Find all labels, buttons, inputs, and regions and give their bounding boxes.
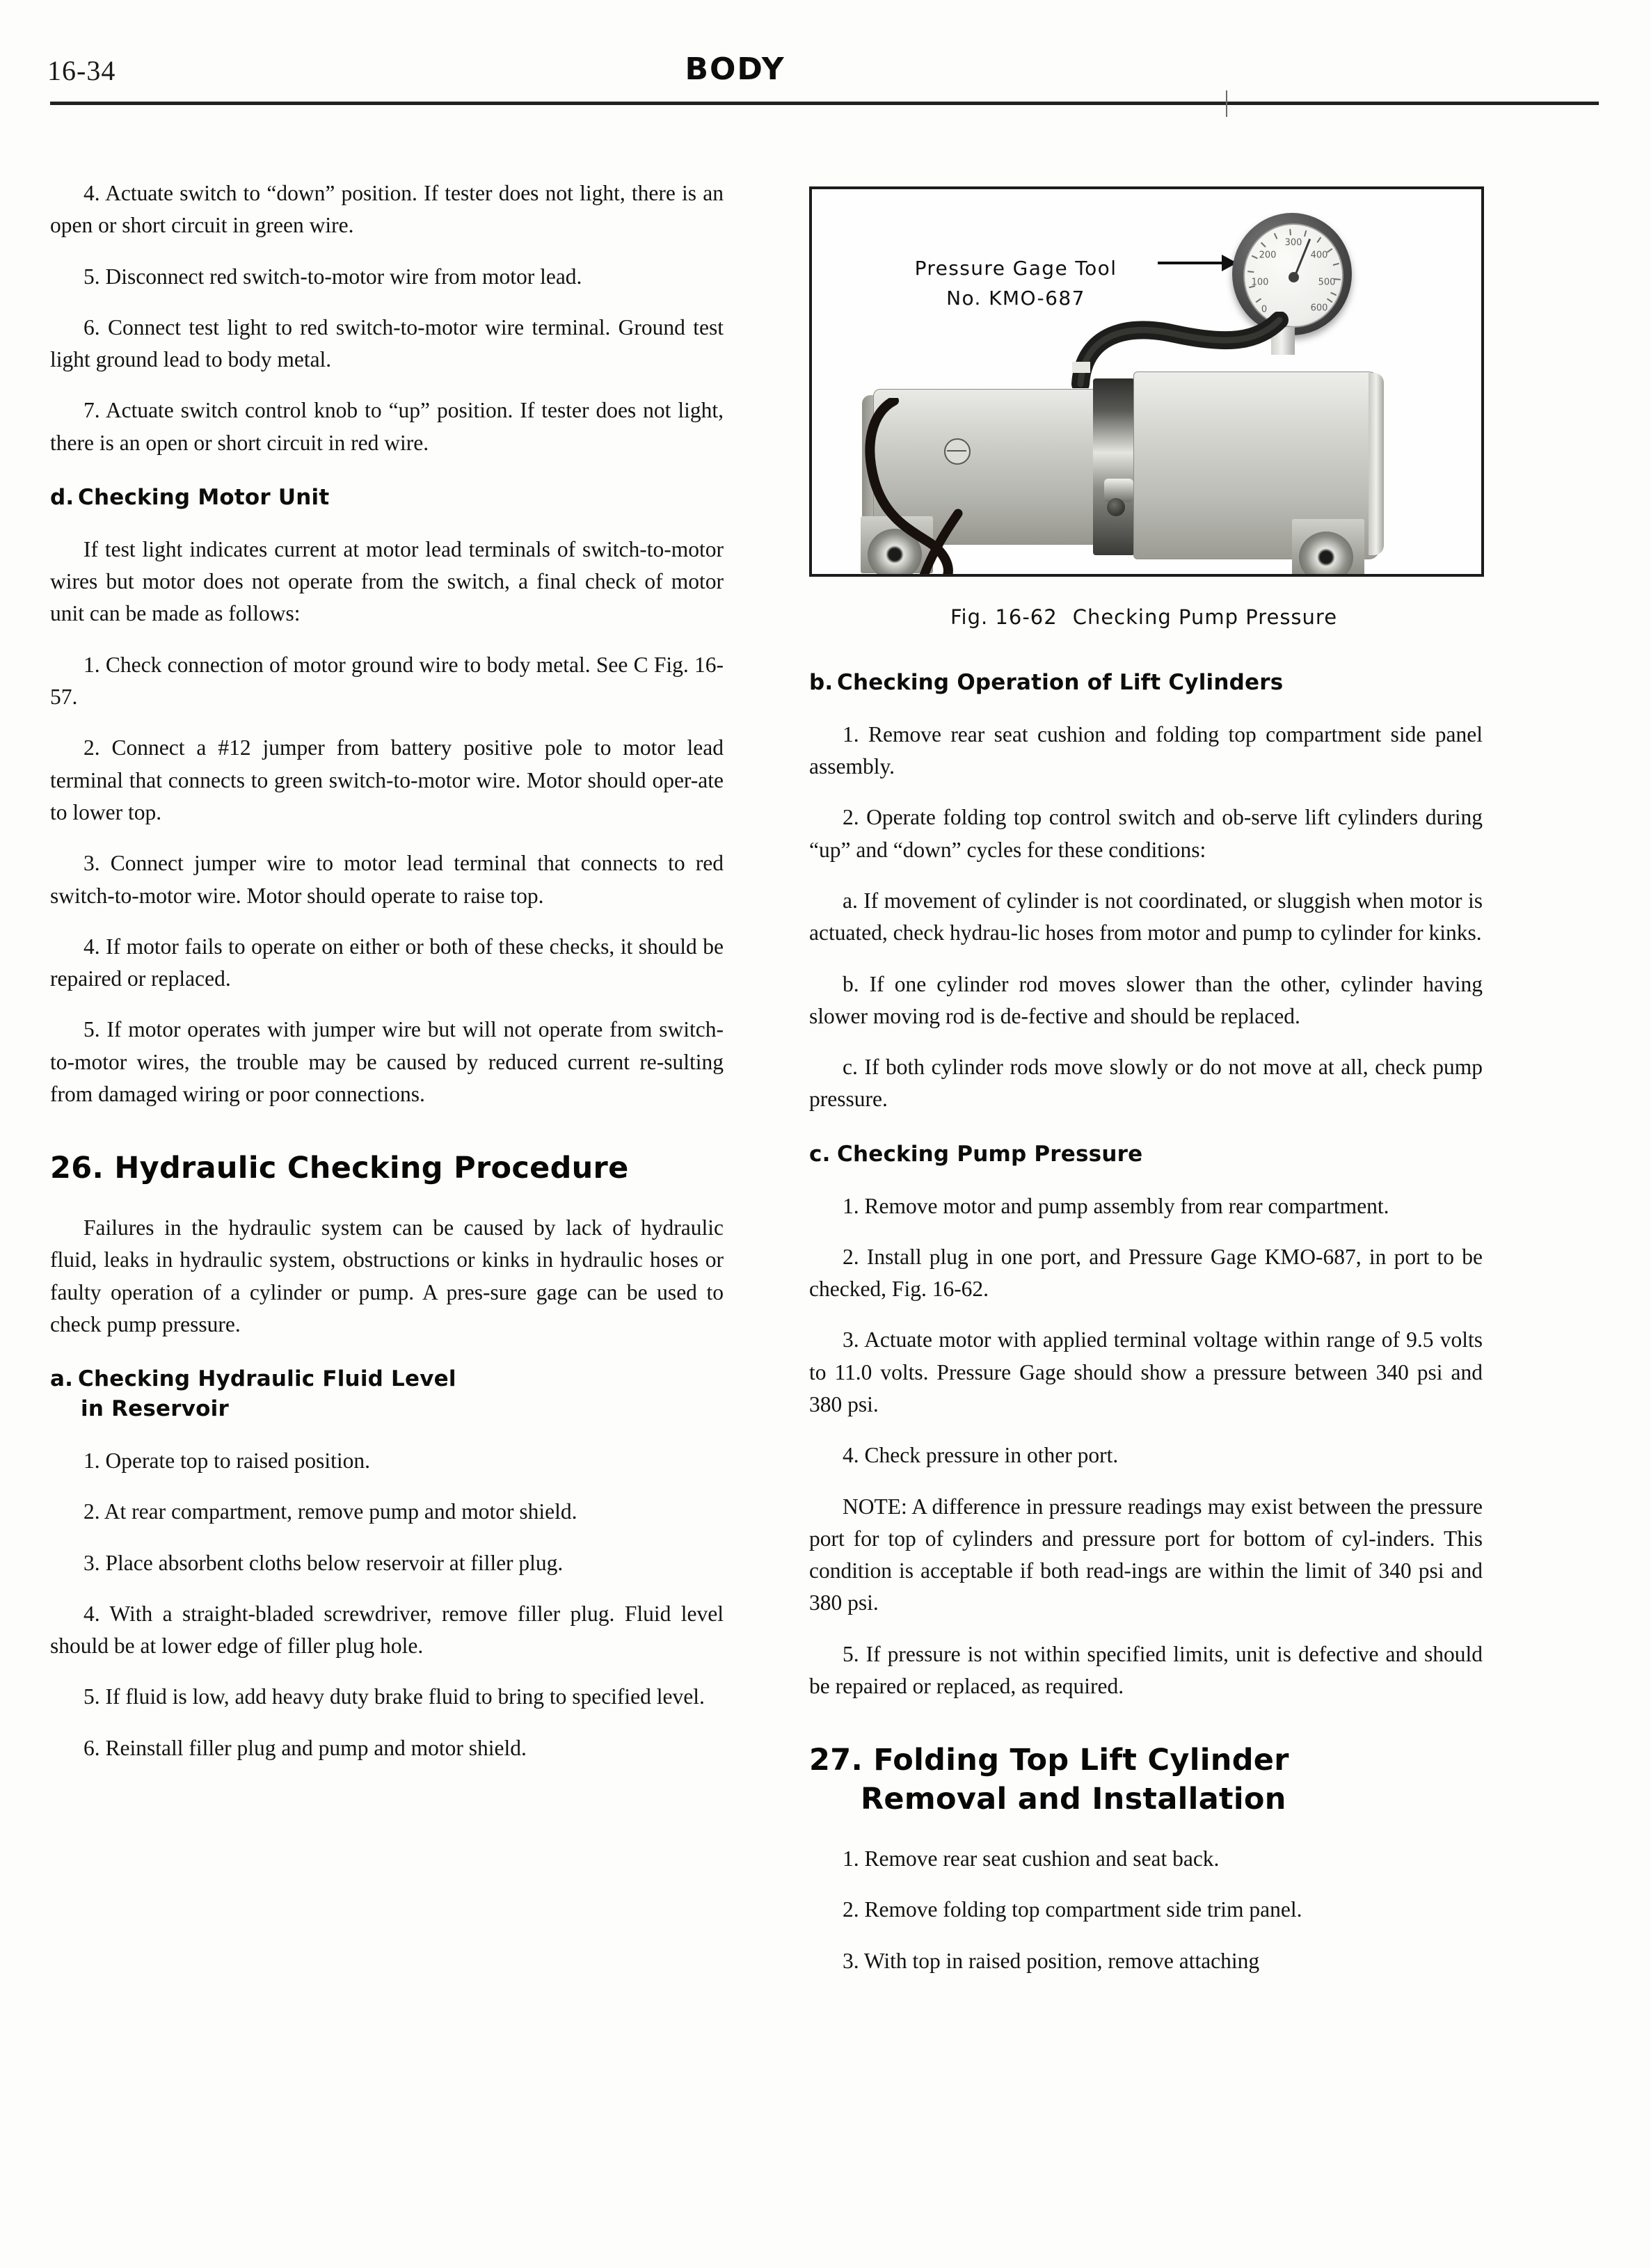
callout-arrow-icon — [1158, 262, 1234, 264]
gauge-tick — [1333, 263, 1339, 266]
subsection-heading-b — [809, 668, 1483, 698]
procedure-step: 5. If motor operates with jumper wire but will not operate from switch-to-motor wires, the trouble may be caused by reduced current re-sulting from damaged wiring or poor connections. — [50, 1017, 724, 1106]
procedure-step: 1. Check connection of motor ground wire to body metal. See C Fig. 16-57. — [50, 652, 724, 710]
procedure-step: 2. Connect a #12 jumper from battery positive pole to motor lead terminal that connects to green switch-to-motor wire. Motor should oper-ate to lower top. — [50, 735, 724, 824]
gauge-hub — [1289, 272, 1299, 282]
procedure-step: 3. Place absorbent cloths below reservoir at filler plug. — [83, 1550, 564, 1575]
pump-port-nut — [1107, 498, 1125, 516]
right-column — [809, 668, 1483, 1977]
procedure-step: 3. Connect jumper wire to motor lead terminal that connects to red switch-to-motor wire. Motor should operate to raise top. — [50, 851, 724, 908]
gauge-dial-number: 0 — [1261, 304, 1268, 315]
procedure-step: 1. Operate top to raised position. — [83, 1448, 371, 1473]
gauge-tick — [1256, 298, 1262, 303]
figure-caption-title: Checking Pump Pressure — [1072, 605, 1338, 629]
subsection-title-line-1: Checking Hydraulic Fluid Level — [78, 1366, 456, 1392]
gauge-dial-number: 400 — [1310, 250, 1328, 261]
procedure-substep: c. If both cylinder rods move slowly or do not move at all, check pump pressure. — [809, 1055, 1483, 1112]
section-heading-26 — [50, 1149, 724, 1188]
procedure-step: 4. If motor fails to operate on either or both of these checks, it should be repaired or replaced. — [50, 934, 724, 991]
procedure-step: 2. Operate folding top control switch and ob-serve lift cylinders during “up” and “down” cycles for these conditions: — [809, 805, 1483, 862]
page-header — [0, 51, 1651, 117]
subsection-intro: If test light indicates current at motor lead terminals of switch-to-motor wires but motor does not operate from the switch, a final check of motor unit can be made as follows: — [50, 536, 724, 626]
section-intro: Failures in the hydraulic system can be caused by lack of hydraulic fluid, leaks in hydraulic system, obstructions or kinks in hydraulic hoses or faulty operation of a cylinder or pump. A pres-sure gage can be used to check pump pressure. — [50, 1215, 724, 1337]
figure-callout-label — [852, 253, 1179, 314]
procedure-step: 3. With top in raised position, remove attaching — [843, 1948, 1260, 1973]
subsection-letter: b. — [809, 670, 834, 695]
procedure-step: 2. At rear compartment, remove pump and motor shield. — [83, 1499, 577, 1524]
gauge-dial-number: 500 — [1318, 277, 1336, 288]
subsection-title: Checking Pump Pressure — [837, 1141, 1143, 1167]
running-head-title: BODY — [685, 51, 785, 87]
section-title-line-1: Folding Top Lift Cylinder — [873, 1743, 1289, 1778]
procedure-step: 6. Reinstall filler plug and pump and motor shield. — [83, 1735, 527, 1760]
gauge-tick — [1327, 298, 1333, 303]
subsection-title: Checking Motor Unit — [78, 485, 330, 511]
procedure-step: 4. Check pressure in other port. — [843, 1443, 1119, 1468]
header-rule — [50, 102, 1599, 105]
mount-grommet-right — [1299, 532, 1353, 577]
subsection-letter: c. — [809, 1141, 831, 1167]
procedure-note: NOTE: A difference in pressure readings may exist between the pressure port for top of cylinders and pressure port for bottom of cyl-inders. This condition is acceptable if both read-ings are within the limit of 340 psi and 380 psi. — [809, 1494, 1483, 1615]
subsection-heading-d — [50, 483, 724, 513]
gauge-tick — [1261, 242, 1266, 248]
section-title: Hydraulic Checking Procedure — [114, 1151, 629, 1186]
figure-16-62 — [809, 186, 1484, 577]
figure-caption-number: Fig. 16-62 — [950, 605, 1058, 629]
callout-line-2: No. KMO-687 — [946, 287, 1085, 310]
procedure-step: 2. Install plug in one port, and Pressure Gage KMO-687, in port to be checked, Fig. 16-62. — [809, 1244, 1483, 1302]
procedure-step: 5. If pressure is not within specified limits, unit is defective and should be repaired or replaced, as required. — [809, 1641, 1483, 1699]
subsection-letter: d. — [50, 485, 74, 511]
gauge-tick — [1274, 233, 1278, 239]
procedure-step: 7. Actuate switch control knob to “up” position. If tester does not light, there is an open or short circuit in red wire. — [50, 398, 724, 455]
procedure-step: 5. Disconnect red switch-to-motor wire from motor lead. — [83, 264, 582, 289]
header-rule-tick-mark — [1226, 90, 1227, 117]
subsection-title: Checking Operation of Lift Cylinders — [837, 670, 1284, 695]
pump-rim — [1369, 373, 1384, 555]
subsection-heading-a — [50, 1364, 724, 1424]
gauge-dial-number: 100 — [1251, 277, 1269, 288]
subsection-title-line-2: in Reservoir — [81, 1396, 229, 1422]
procedure-step: 1. Remove rear seat cushion and folding top compartment side panel assembly. — [809, 721, 1483, 779]
section-number: 26. — [50, 1151, 104, 1186]
figure-caption — [809, 605, 1478, 629]
section-heading-27 — [809, 1741, 1483, 1819]
gauge-dial-number: 300 — [1284, 237, 1302, 248]
subsection-heading-c — [809, 1140, 1483, 1169]
procedure-step: 4. With a straight-bladed screwdriver, remove filler plug. Fluid level should be at lower edge of filler plug hole. — [50, 1601, 724, 1659]
procedure-step: 1. Remove rear seat cushion and seat back. — [843, 1846, 1220, 1871]
procedure-substep: a. If movement of cylinder is not coordinated, or sluggish when motor is actuated, check hydrau-lic hoses from motor and pump to cylinder for kinks. — [809, 888, 1483, 945]
procedure-step: 3. Actuate motor with applied terminal voltage within range of 9.5 volts to 11.0 volts. Pressure Gage should show a pressure between 340 psi and 380 psi. — [809, 1327, 1483, 1416]
section-number: 27. — [809, 1743, 863, 1778]
procedure-step: 1. Remove motor and pump assembly from rear compartment. — [843, 1193, 1389, 1218]
motor-pump-collar — [1093, 378, 1135, 555]
callout-line-1: Pressure Gage Tool — [914, 257, 1117, 280]
gauge-tick — [1247, 271, 1254, 273]
gauge-tick — [1316, 237, 1321, 243]
procedure-substep: b. If one cylinder rod moves slower than the other, cylinder having slower moving rod is de-fective and should be replaced. — [809, 971, 1483, 1028]
procedure-step: 4. Actuate switch to “down” position. If tester does not light, there is an open or short circuit in green wire. — [50, 181, 724, 238]
subsection-letter: a. — [50, 1366, 74, 1392]
folio-number: 16-34 — [47, 55, 116, 86]
procedure-step: 2. Remove folding top compartment side trim panel. — [843, 1897, 1302, 1922]
procedure-step: 5. If fluid is low, add heavy duty brake fluid to bring to specified level. — [83, 1684, 705, 1709]
gauge-dial-number: 200 — [1259, 250, 1277, 261]
procedure-step: 6. Connect test light to red switch-to-motor wire terminal. Ground test light ground lead to body metal. — [50, 314, 724, 372]
gauge-tick — [1289, 229, 1291, 235]
motor-lead-wire — [854, 398, 1062, 577]
left-column — [50, 177, 724, 1764]
gauge-tick — [1304, 230, 1307, 237]
gauge-tick — [1252, 255, 1258, 259]
gauge-dial-number: 600 — [1310, 303, 1328, 314]
gauge-tick — [1330, 292, 1337, 296]
section-title-line-2: Removal and Installation — [861, 1782, 1286, 1817]
